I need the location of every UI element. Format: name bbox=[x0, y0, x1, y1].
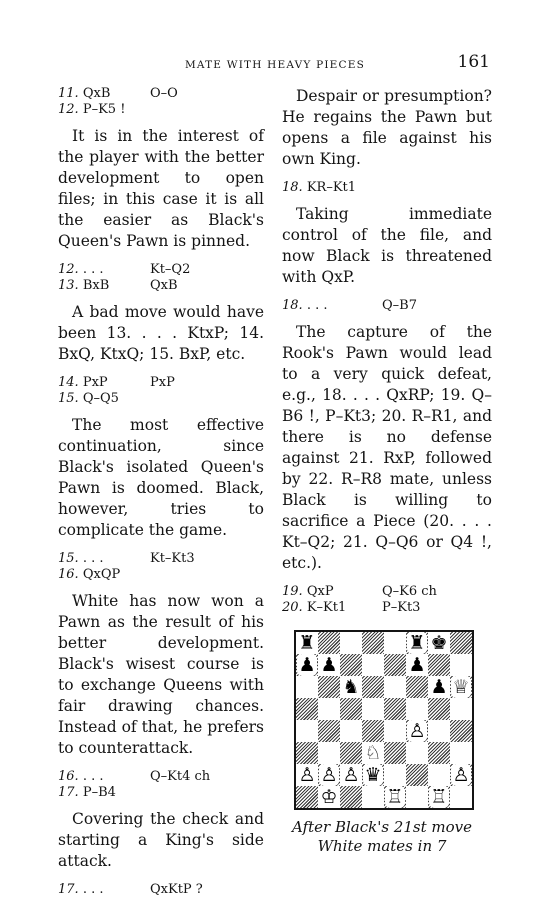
move-row bbox=[58, 375, 264, 391]
move-number: 18. bbox=[282, 180, 303, 195]
board-square bbox=[428, 786, 450, 808]
move-row bbox=[282, 584, 492, 600]
board-square bbox=[318, 698, 340, 720]
board-square bbox=[362, 786, 384, 808]
chess-piece-icon bbox=[318, 764, 340, 786]
board-square bbox=[406, 676, 428, 698]
diagram-caption-line: White mates in 7 bbox=[317, 837, 447, 855]
black-move: Kt–Q2 bbox=[150, 262, 191, 277]
move-number: 18. bbox=[282, 298, 303, 313]
move-list bbox=[58, 86, 264, 118]
commentary-paragraph: Covering the check and starting a King's side attack. bbox=[58, 810, 264, 870]
white-move: P–K5 ! bbox=[82, 102, 126, 117]
board-square bbox=[384, 720, 406, 742]
piece-glyph: ♖ bbox=[386, 786, 404, 808]
board-square bbox=[296, 654, 318, 676]
black-move: Q–K6 ch bbox=[382, 584, 437, 599]
move-row bbox=[282, 600, 492, 616]
white-move: QxQP bbox=[82, 567, 121, 582]
piece-glyph: ♟ bbox=[298, 654, 316, 676]
chess-diagram bbox=[294, 630, 474, 810]
board-square bbox=[296, 786, 318, 808]
chess-piece-icon bbox=[318, 654, 340, 676]
piece-glyph: ♘ bbox=[364, 742, 382, 764]
piece-glyph: ♖ bbox=[430, 786, 448, 808]
move-number: 15. bbox=[58, 391, 79, 406]
board-square bbox=[406, 786, 428, 808]
board-square bbox=[362, 742, 384, 764]
move-number: 17. bbox=[58, 785, 79, 800]
board-square bbox=[406, 654, 428, 676]
diagram-caption-line: After Black's 21st move bbox=[292, 818, 472, 836]
board-square bbox=[384, 698, 406, 720]
white-move: . . . bbox=[82, 262, 104, 277]
move-number: 12. bbox=[58, 262, 79, 277]
board-square bbox=[450, 632, 472, 654]
move-list bbox=[282, 298, 492, 314]
board-square bbox=[384, 786, 406, 808]
black-move: PxP bbox=[150, 375, 175, 390]
black-move: P–Kt3 bbox=[382, 600, 421, 615]
move-number: 13. bbox=[58, 278, 79, 293]
page-header bbox=[58, 40, 492, 80]
piece-glyph: ♙ bbox=[320, 764, 338, 786]
move-row bbox=[58, 391, 264, 407]
commentary-paragraph: Despair or presumption? He regains the Pawn but opens a file against his own King. bbox=[282, 87, 492, 168]
chess-piece-icon bbox=[428, 786, 450, 808]
piece-glyph: ♙ bbox=[298, 764, 316, 786]
chess-piece-icon bbox=[362, 742, 384, 764]
board-square bbox=[340, 632, 362, 654]
white-move: PxP bbox=[82, 375, 108, 390]
move-list bbox=[58, 882, 264, 898]
board-square bbox=[340, 764, 362, 786]
board-square bbox=[428, 632, 450, 654]
board-square bbox=[362, 632, 384, 654]
piece-glyph: ♚ bbox=[430, 632, 448, 654]
board-square bbox=[340, 654, 362, 676]
board-square bbox=[318, 676, 340, 698]
move-number: 11. bbox=[58, 86, 79, 101]
board-square bbox=[318, 786, 340, 808]
move-list bbox=[282, 180, 492, 196]
board-square bbox=[340, 720, 362, 742]
board-square bbox=[318, 720, 340, 742]
board-square bbox=[428, 720, 450, 742]
board-square bbox=[406, 698, 428, 720]
move-number: 19. bbox=[282, 584, 303, 599]
chess-piece-icon bbox=[340, 676, 362, 698]
board-square bbox=[428, 676, 450, 698]
board-square bbox=[296, 632, 318, 654]
move-number: 17. bbox=[58, 882, 79, 897]
commentary-paragraph: The most effective continuation, since Black's isolated Queen's Pawn is doomed. Black, however, tries to complicate the game. bbox=[58, 416, 264, 539]
move-list bbox=[58, 375, 264, 407]
move-number: 15. bbox=[58, 551, 79, 566]
board-square bbox=[428, 698, 450, 720]
white-move: QxP bbox=[306, 584, 334, 599]
chess-piece-icon bbox=[406, 632, 428, 654]
piece-glyph: ♙ bbox=[452, 764, 470, 786]
move-number: 16. bbox=[58, 567, 79, 582]
board-square bbox=[296, 742, 318, 764]
board-square bbox=[340, 676, 362, 698]
board-square bbox=[406, 632, 428, 654]
move-list bbox=[58, 262, 264, 294]
page-number: 161 bbox=[457, 52, 490, 72]
black-move: O–O bbox=[150, 86, 178, 101]
board-square bbox=[296, 720, 318, 742]
diagram-caption bbox=[282, 818, 482, 856]
board-square bbox=[318, 632, 340, 654]
board-square bbox=[362, 764, 384, 786]
chess-piece-icon bbox=[340, 764, 362, 786]
board-square bbox=[340, 786, 362, 808]
white-move: QxB bbox=[82, 86, 111, 101]
move-list bbox=[282, 584, 492, 616]
white-move: Q–Q5 bbox=[82, 391, 119, 406]
right-column bbox=[282, 86, 492, 856]
board-square bbox=[406, 720, 428, 742]
white-move: K–Kt1 bbox=[306, 600, 347, 615]
board-square bbox=[450, 698, 472, 720]
board-square bbox=[318, 742, 340, 764]
board-square bbox=[384, 632, 406, 654]
board-square bbox=[450, 786, 472, 808]
board-square bbox=[384, 742, 406, 764]
move-row bbox=[58, 785, 264, 801]
chess-piece-icon bbox=[406, 720, 428, 742]
move-number: 16. bbox=[58, 769, 79, 784]
piece-glyph: ♜ bbox=[408, 632, 426, 654]
board-square bbox=[450, 654, 472, 676]
chess-piece-icon bbox=[406, 654, 428, 676]
board-square bbox=[362, 654, 384, 676]
move-row bbox=[58, 262, 264, 278]
piece-glyph: ♙ bbox=[408, 720, 426, 742]
move-row bbox=[58, 551, 264, 567]
board-square bbox=[340, 742, 362, 764]
chess-piece-icon bbox=[384, 786, 406, 808]
move-number: 20. bbox=[282, 600, 303, 615]
white-move: BxB bbox=[82, 278, 110, 293]
black-move: Q–Kt4 ch bbox=[150, 769, 211, 784]
chess-piece-icon bbox=[428, 632, 450, 654]
board-square bbox=[362, 698, 384, 720]
piece-glyph: ♟ bbox=[408, 654, 426, 676]
board-square bbox=[450, 764, 472, 786]
move-row bbox=[58, 86, 264, 102]
chess-piece-icon bbox=[450, 764, 472, 786]
running-head: MATE WITH HEAVY PIECES bbox=[184, 59, 366, 71]
move-row bbox=[58, 882, 264, 898]
board-square bbox=[384, 676, 406, 698]
board-square bbox=[296, 676, 318, 698]
board-square bbox=[406, 742, 428, 764]
chess-piece-icon bbox=[296, 764, 318, 786]
move-row bbox=[282, 180, 492, 196]
move-number: 12. bbox=[58, 102, 79, 117]
board-square bbox=[384, 764, 406, 786]
left-column bbox=[58, 86, 264, 906]
move-row bbox=[282, 298, 492, 314]
commentary-paragraph: The capture of the Rook's Pawn would lead to a very quick defeat, e.g., 18. . . . QxRP; 19. Q–B6 !, P–Kt3; 20. R–R1, and there is no defense against 21. RxP, followed by 22. R–R8 mate, unless Black is willing to sacrifice a Piece (20. . . . Kt–Q2; 21. Q–Q6 or Q4 !, etc.). bbox=[282, 323, 492, 572]
board-square bbox=[318, 764, 340, 786]
white-move: . . . bbox=[306, 298, 328, 313]
commentary-paragraph: White has now won a Pawn as the result of his better development. Black's wisest course is to exchange Queens with fair drawing chances. Instead of that, he prefers to counterattack. bbox=[58, 592, 264, 757]
white-move: . . . bbox=[82, 551, 104, 566]
black-move: QxB bbox=[150, 278, 178, 293]
piece-glyph: ♟ bbox=[320, 654, 338, 676]
chess-piece-icon bbox=[362, 764, 384, 786]
board-square bbox=[296, 764, 318, 786]
move-row bbox=[58, 102, 264, 118]
board-square bbox=[296, 698, 318, 720]
board-square bbox=[450, 742, 472, 764]
move-list bbox=[58, 551, 264, 583]
board-square bbox=[450, 720, 472, 742]
board-square bbox=[406, 764, 428, 786]
white-move: P–B4 bbox=[82, 785, 116, 800]
piece-glyph: ♟ bbox=[430, 676, 448, 698]
white-move: KR–Kt1 bbox=[306, 180, 357, 195]
move-row bbox=[58, 567, 264, 583]
black-move: Kt–Kt3 bbox=[150, 551, 195, 566]
board-square bbox=[340, 698, 362, 720]
move-number: 14. bbox=[58, 375, 79, 390]
move-row bbox=[58, 769, 264, 785]
piece-glyph: ♙ bbox=[342, 764, 360, 786]
piece-glyph: ♔ bbox=[320, 786, 338, 808]
white-move: . . . bbox=[82, 882, 104, 897]
black-move: Q–B7 bbox=[382, 298, 417, 313]
white-move: . . . bbox=[82, 769, 104, 784]
board-square bbox=[384, 654, 406, 676]
chess-piece-icon bbox=[296, 632, 318, 654]
board-square bbox=[450, 676, 472, 698]
board-square bbox=[428, 654, 450, 676]
commentary-paragraph: It is in the interest of the player with the better development to open files; in this case it is all the easier as Black's Queen's Pawn is pinned. bbox=[58, 127, 264, 250]
chess-piece-icon bbox=[296, 654, 318, 676]
board-square bbox=[318, 654, 340, 676]
commentary-paragraph: Taking immediate control of the file, and now Black is threatened with QxP. bbox=[282, 205, 492, 286]
piece-glyph: ♛ bbox=[364, 764, 382, 786]
commentary-paragraph: A bad move would have been 13. . . . KtxP; 14. BxQ, KtxQ; 15. BxP, etc. bbox=[58, 303, 264, 363]
piece-glyph: ♜ bbox=[298, 632, 316, 654]
chess-piece-icon bbox=[428, 676, 450, 698]
board-square bbox=[362, 676, 384, 698]
black-move: QxKtP ? bbox=[150, 882, 203, 897]
board-square bbox=[362, 720, 384, 742]
move-row bbox=[58, 278, 264, 294]
move-list bbox=[58, 769, 264, 801]
board-square bbox=[428, 742, 450, 764]
piece-glyph: ♕ bbox=[452, 676, 470, 698]
chess-piece-icon bbox=[450, 676, 472, 698]
chess-piece-icon bbox=[318, 786, 340, 808]
board-square bbox=[428, 764, 450, 786]
piece-glyph: ♞ bbox=[342, 676, 360, 698]
